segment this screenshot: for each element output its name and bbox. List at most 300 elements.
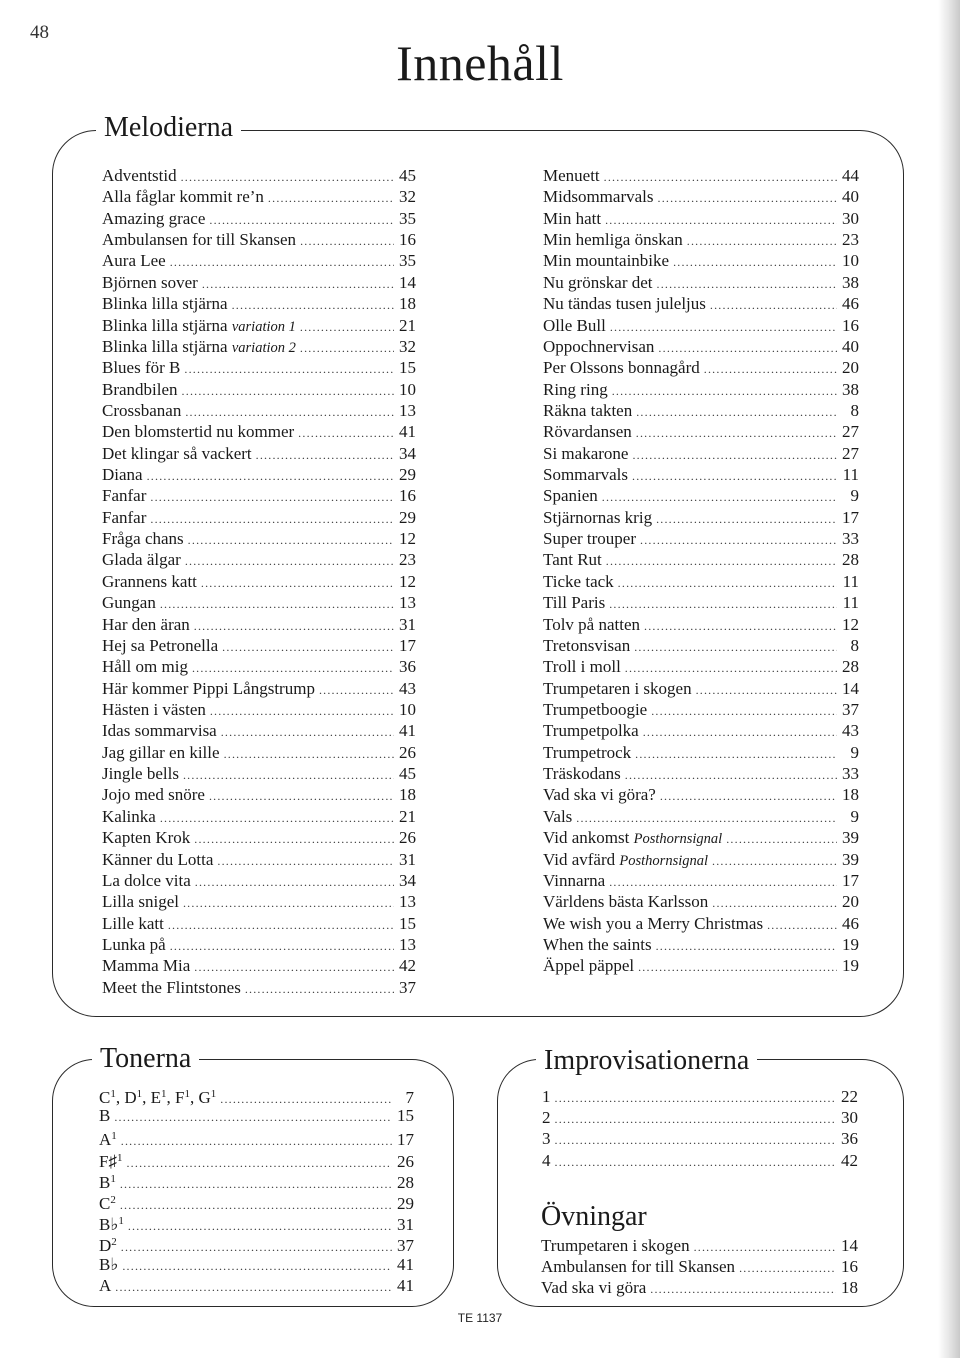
melodies-heading: Melodierna [96, 110, 241, 146]
tone-name: C [99, 1088, 111, 1107]
entry-page-number: 38 [842, 272, 859, 292]
toc-entry [543, 421, 859, 442]
entry-title [102, 913, 164, 934]
tone-octave: 1 [136, 1088, 143, 1100]
entry-title [541, 1277, 646, 1298]
entry-title [543, 955, 634, 976]
entry-page-number: 13 [399, 892, 416, 912]
entry-title [543, 592, 605, 613]
tone-octave: 1 [161, 1088, 167, 1100]
entry-title-text: Trumpetpolka [543, 721, 639, 741]
entry-title [543, 806, 572, 827]
entry-title [543, 934, 652, 955]
dot-leader [605, 210, 837, 231]
entry-title-text: Mamma Mia [102, 956, 191, 976]
entry-page-number: 31 [397, 1215, 414, 1235]
dot-leader [300, 231, 394, 252]
entry-title [102, 336, 296, 359]
toc-entry [543, 336, 859, 357]
entry-title [102, 464, 143, 485]
catalog-code: TE 1137 [457, 1311, 503, 1325]
dot-leader [209, 210, 394, 231]
tone-name: B♭ [99, 1215, 119, 1235]
entry-note: variation 1 [231, 318, 296, 335]
entry-title-text: Troll i moll [543, 657, 621, 677]
dot-leader [195, 872, 394, 893]
dot-leader [319, 680, 394, 701]
toc-entry [102, 528, 416, 549]
dot-leader [606, 551, 837, 572]
entry-title-text: We wish you a Merry Christmas [543, 913, 764, 933]
entry-title-text: Vid ankomst [543, 828, 630, 848]
entry-page-number: 28 [842, 550, 859, 570]
entry-page-number: 37 [399, 977, 416, 997]
entry-page-number: 9 [850, 806, 859, 826]
entry-title [102, 827, 190, 848]
entry-page-number: 45 [399, 166, 416, 185]
dot-leader [185, 402, 394, 423]
entry-page-number: 39 [842, 849, 859, 869]
toc-entry [102, 678, 416, 699]
toc-entry [543, 507, 859, 528]
tone-octave: 1 [110, 1088, 116, 1100]
exercises-heading: Övningar [541, 1201, 647, 1232]
toc-entry [543, 165, 859, 186]
entry-page-number: 21 [399, 806, 416, 826]
entry-title [543, 165, 600, 186]
entry-title-text: Ticke tack [543, 571, 614, 591]
entry-page-number: 10 [399, 699, 416, 719]
entry-title-text: Ambulansen for till Skansen [102, 230, 297, 250]
entry-page-number: 16 [841, 1257, 858, 1277]
dot-leader [210, 701, 394, 722]
entry-page-number: 34 [399, 870, 416, 890]
entry-page-number: 38 [842, 379, 859, 399]
tone-entry [99, 1275, 414, 1296]
entry-title [543, 678, 692, 699]
entry-title [102, 293, 228, 314]
dot-leader [217, 851, 394, 872]
entry-title [102, 742, 220, 763]
entry-title [102, 934, 166, 955]
dot-leader [192, 658, 394, 679]
entry-page-number: 40 [842, 336, 859, 356]
toc-entry [543, 784, 859, 805]
dot-leader [604, 167, 837, 188]
melodies-list-right [543, 165, 859, 977]
melodies-list-left [102, 165, 416, 998]
entry-title-text: Till Paris [543, 593, 606, 613]
entry-page-number: 15 [399, 358, 416, 378]
dot-leader [182, 381, 394, 402]
entry-title [543, 571, 614, 592]
dot-leader [126, 1153, 392, 1174]
tone-name: F [175, 1088, 185, 1107]
dot-leader [555, 1152, 837, 1173]
toc-entry [102, 827, 416, 848]
dot-leader [232, 295, 394, 316]
toc-entry [102, 357, 416, 378]
toc-entry [543, 293, 859, 314]
entry-title-text: Brandbilen [102, 379, 178, 399]
entry-page-number: 28 [842, 657, 859, 677]
dot-leader [643, 722, 837, 743]
entry-title-text: Hästen i västen [102, 699, 206, 719]
dot-leader [660, 786, 837, 807]
entry-title-text: Håll om mig [102, 657, 188, 677]
entry-title [543, 421, 632, 442]
toc-entry [543, 592, 859, 613]
entry-title [543, 485, 598, 506]
entry-page-number: 28 [397, 1172, 414, 1192]
entry-title [543, 763, 621, 784]
tone-entry [99, 1084, 414, 1105]
dot-leader [170, 936, 394, 957]
entry-page-number: 29 [399, 507, 416, 527]
entry-title [543, 849, 708, 872]
entry-page-number: 43 [842, 721, 859, 741]
entry-title [543, 784, 656, 805]
entry-title [102, 977, 241, 998]
dot-leader [300, 338, 394, 359]
entry-title [543, 528, 636, 549]
tones-heading: Tonerna [92, 1041, 199, 1077]
entry-title [102, 891, 179, 912]
tone-name: A [99, 1275, 112, 1295]
dot-leader [726, 829, 837, 850]
toc-entry [543, 443, 859, 464]
entry-title-text: Blinka lilla stjärna [102, 294, 228, 314]
entry-title-text: Vad ska vi göra? [543, 785, 656, 805]
dot-leader [188, 530, 394, 551]
dot-leader [115, 1277, 392, 1298]
entry-page-number: 22 [841, 1087, 858, 1106]
entry-page-number: 10 [842, 251, 859, 271]
entry-title [102, 528, 184, 549]
entry-title-text: Tant Rut [543, 550, 602, 570]
entry-page-number: 11 [842, 465, 859, 485]
entry-title-text: Världens bästa Karlsson [543, 892, 709, 912]
dot-leader [636, 423, 837, 444]
entry-title [543, 315, 606, 336]
dot-leader [201, 573, 394, 594]
toc-entry [543, 229, 859, 250]
entry-page-number: 46 [842, 913, 859, 933]
entry-page-number: 42 [399, 956, 416, 976]
toc-entry [543, 186, 859, 207]
toc-entry [102, 592, 416, 613]
entry-page-number: 16 [399, 230, 416, 250]
entry-page-number: 31 [399, 614, 416, 634]
dot-leader [222, 637, 394, 658]
entry-title [542, 1086, 551, 1107]
toc-entry [102, 699, 416, 720]
dot-leader [609, 872, 837, 893]
entry-title [543, 891, 708, 912]
entry-page-number: 12 [399, 571, 416, 591]
dot-leader [194, 829, 394, 850]
toc-entry [102, 293, 416, 314]
entry-title [543, 699, 647, 720]
entry-title-text: Blinka lilla stjärna [102, 315, 228, 335]
entry-page-number: 16 [842, 315, 859, 335]
entry-title-text: Den blomstertid nu kommer [102, 422, 295, 442]
entry-page-number: 17 [399, 635, 416, 655]
entry-page-number: 30 [842, 208, 859, 228]
entry-page-number: 17 [842, 870, 859, 890]
entry-title-text: Hej sa Petronella [102, 635, 219, 655]
tone-entry [99, 1105, 414, 1126]
dot-leader [636, 402, 837, 423]
toc-entry [102, 891, 416, 912]
entry-page-number: 18 [399, 785, 416, 805]
toc-entry [541, 1277, 858, 1298]
dot-leader [650, 1279, 836, 1300]
toc-entry [102, 742, 416, 763]
entry-page-number: 20 [842, 892, 859, 912]
entry-title-text: Kalinka [102, 806, 156, 826]
tone-octave: 1 [118, 1215, 124, 1228]
entry-title-text: Oppochnervisan [543, 336, 655, 356]
toc-entry [542, 1107, 858, 1128]
entry-title [543, 549, 602, 570]
toc-entry [541, 1235, 858, 1256]
tone-names: $C^1$, $D^1$, $E^1$, $F^1$, $G^1$ [99, 1088, 217, 1107]
entry-title-text: Ambulansen for till Skansen [541, 1257, 736, 1277]
dot-leader [704, 359, 837, 380]
entry-title-text: Fanfar [102, 507, 147, 527]
entry-page-number: 9 [850, 486, 859, 506]
entry-title-text: Lilla snigel [102, 892, 179, 912]
entry-page-number: 8 [850, 635, 859, 655]
toc-entry [102, 507, 416, 528]
entry-page-number: 21 [399, 315, 416, 335]
entry-title [102, 421, 294, 442]
entry-page-number: 31 [399, 849, 416, 869]
entry-page-number: 13 [399, 934, 416, 954]
dot-leader [185, 551, 394, 572]
toc-entry [102, 315, 416, 336]
exercises-list [541, 1235, 858, 1299]
entry-page-number: 27 [842, 443, 859, 463]
dot-leader [555, 1109, 837, 1130]
toc-entry [102, 720, 416, 741]
dot-leader [268, 188, 394, 209]
entry-page-number: 12 [842, 614, 859, 634]
toc-entry [102, 614, 416, 635]
entry-page-number: 18 [842, 785, 859, 805]
toc-entry [543, 913, 859, 934]
entry-title [102, 250, 166, 271]
tone-octave: 1 [210, 1088, 217, 1100]
dot-leader [696, 680, 837, 701]
tone-name: B♭ [99, 1254, 119, 1274]
entry-page-number: 46 [842, 294, 859, 314]
toc-entry [102, 208, 416, 229]
entry-title [543, 186, 654, 207]
entry-title-text: Min hemliga önskan [543, 230, 683, 250]
toc-entry [102, 379, 416, 400]
dot-leader [618, 573, 837, 594]
entry-page-number: 29 [397, 1193, 414, 1213]
entry-title [102, 699, 206, 720]
entry-title-text: Vid avfärd [543, 849, 616, 869]
dot-leader [576, 808, 837, 829]
toc-entry [543, 656, 859, 677]
dot-leader [710, 295, 837, 316]
entry-title-text: Sommarvals [543, 465, 628, 485]
entry-page-number: 41 [399, 721, 416, 741]
dot-leader [656, 936, 837, 957]
dot-leader [120, 1174, 392, 1195]
dot-leader [300, 317, 394, 338]
entry-title-text: Super trouper [543, 529, 637, 549]
entry-title [543, 870, 605, 891]
entry-title [542, 1150, 551, 1171]
toc-entry [543, 379, 859, 400]
tones-list [99, 1084, 414, 1296]
entry-title [102, 357, 180, 378]
entry-title [542, 1128, 551, 1149]
toc-entry [102, 635, 416, 656]
entry-title-text: Menuett [543, 166, 600, 185]
dot-leader [202, 274, 394, 295]
toc-entry [543, 849, 859, 870]
toc-entry [543, 528, 859, 549]
dot-leader [644, 616, 837, 637]
entry-title [543, 720, 639, 741]
entry-title-text: Trumpetaren i skogen [543, 678, 692, 698]
dot-leader [673, 252, 837, 273]
tone-octave: 1 [111, 1130, 117, 1143]
entry-page-number: 45 [399, 764, 416, 784]
toc-entry [102, 934, 416, 955]
entry-title [102, 272, 198, 293]
toc-entry [543, 720, 859, 741]
entry-title [102, 635, 218, 656]
entry-title [543, 379, 608, 400]
dot-leader [183, 765, 394, 786]
entry-title-text: Si makarone [543, 443, 629, 463]
dot-leader [656, 509, 837, 530]
dot-leader [625, 765, 837, 786]
entry-title [102, 485, 146, 506]
entry-page-number: 23 [842, 230, 859, 250]
toc-entry [543, 208, 859, 229]
entry-title-text: 1 [542, 1087, 551, 1106]
entry-title [102, 165, 177, 186]
dot-leader [298, 423, 394, 444]
toc-entry [542, 1086, 858, 1107]
entry-page-number: 44 [842, 166, 859, 185]
entry-title [102, 870, 191, 891]
entry-title [102, 849, 213, 870]
entry-note: Posthornsignal [619, 852, 709, 869]
entry-page-number: 18 [399, 294, 416, 314]
entry-title [102, 507, 146, 528]
entry-title-text: Fråga chans [102, 529, 184, 549]
toc-entry [102, 229, 416, 250]
entry-title [102, 208, 205, 229]
improvisations-heading: Improvisationerna [536, 1043, 757, 1079]
toc-entry [543, 272, 859, 293]
entry-title [543, 250, 669, 271]
entry-page-number: 32 [399, 187, 416, 207]
entry-title [102, 614, 190, 635]
entry-title-text: Björnen sover [102, 272, 198, 292]
dot-leader [632, 466, 837, 487]
entry-title-text: Adventstid [102, 166, 177, 185]
dot-leader [121, 1131, 392, 1152]
entry-title [543, 464, 628, 485]
entry-title [543, 635, 630, 656]
entry-note: variation 2 [231, 339, 296, 356]
tone-name: D [99, 1236, 112, 1256]
toc-entry [542, 1128, 858, 1149]
entry-page-number: 41 [397, 1254, 414, 1274]
dot-leader [694, 1237, 836, 1258]
entry-title [543, 293, 706, 314]
entry-title [541, 1235, 690, 1256]
entry-page-number: 12 [399, 529, 416, 549]
entry-title [102, 186, 264, 207]
page-edge-shadow [938, 0, 960, 1358]
toc-entry [543, 464, 859, 485]
entry-title [543, 913, 763, 934]
dot-leader [147, 466, 394, 487]
entry-title-text: Kapten Krok [102, 828, 191, 848]
toc-entry [102, 250, 416, 271]
entry-title-text: Crossbanan [102, 400, 182, 420]
entry-title [543, 507, 652, 528]
entry-title-text: Jag gillar en kille [102, 742, 220, 762]
entry-title [102, 763, 179, 784]
entry-page-number: 14 [841, 1236, 858, 1255]
toc-entry [543, 870, 859, 891]
entry-title-text: Trumpetboogie [543, 699, 648, 719]
entry-page-number: 15 [399, 913, 416, 933]
tone-name: B [99, 1106, 111, 1126]
entry-title-text: Blues för B [102, 358, 181, 378]
entry-title-text: Trumpetrock [543, 742, 632, 762]
entry-title-text: Blinka lilla stjärna [102, 336, 228, 356]
entry-title-text: Tolv på natten [543, 614, 641, 634]
entry-page-number: 33 [842, 529, 859, 549]
tone-name: F♯ [99, 1151, 117, 1171]
entry-page-number: 26 [399, 828, 416, 848]
dot-leader [634, 637, 837, 658]
toc-entry [102, 763, 416, 784]
toc-entry [543, 934, 859, 955]
entry-page-number: 17 [842, 507, 859, 527]
entry-page-number: 18 [841, 1278, 858, 1298]
dot-leader [150, 509, 394, 530]
improvisations-list [542, 1086, 858, 1171]
entry-title [102, 443, 252, 464]
entry-page-number: 14 [399, 272, 416, 292]
entry-title-text: Här kommer Pippi Långstrump [102, 678, 315, 698]
entry-title [543, 827, 722, 850]
entry-page-number: 13 [399, 593, 416, 613]
tone-name: G [198, 1088, 211, 1107]
dot-leader [687, 231, 837, 252]
toc-entry [102, 485, 416, 506]
entry-title-text: Det klingar så vackert [102, 443, 252, 463]
toc-entry [102, 421, 416, 442]
entry-title [102, 315, 296, 338]
entry-title-text: Jojo med snöre [102, 785, 205, 805]
entry-page-number: 19 [842, 934, 859, 954]
